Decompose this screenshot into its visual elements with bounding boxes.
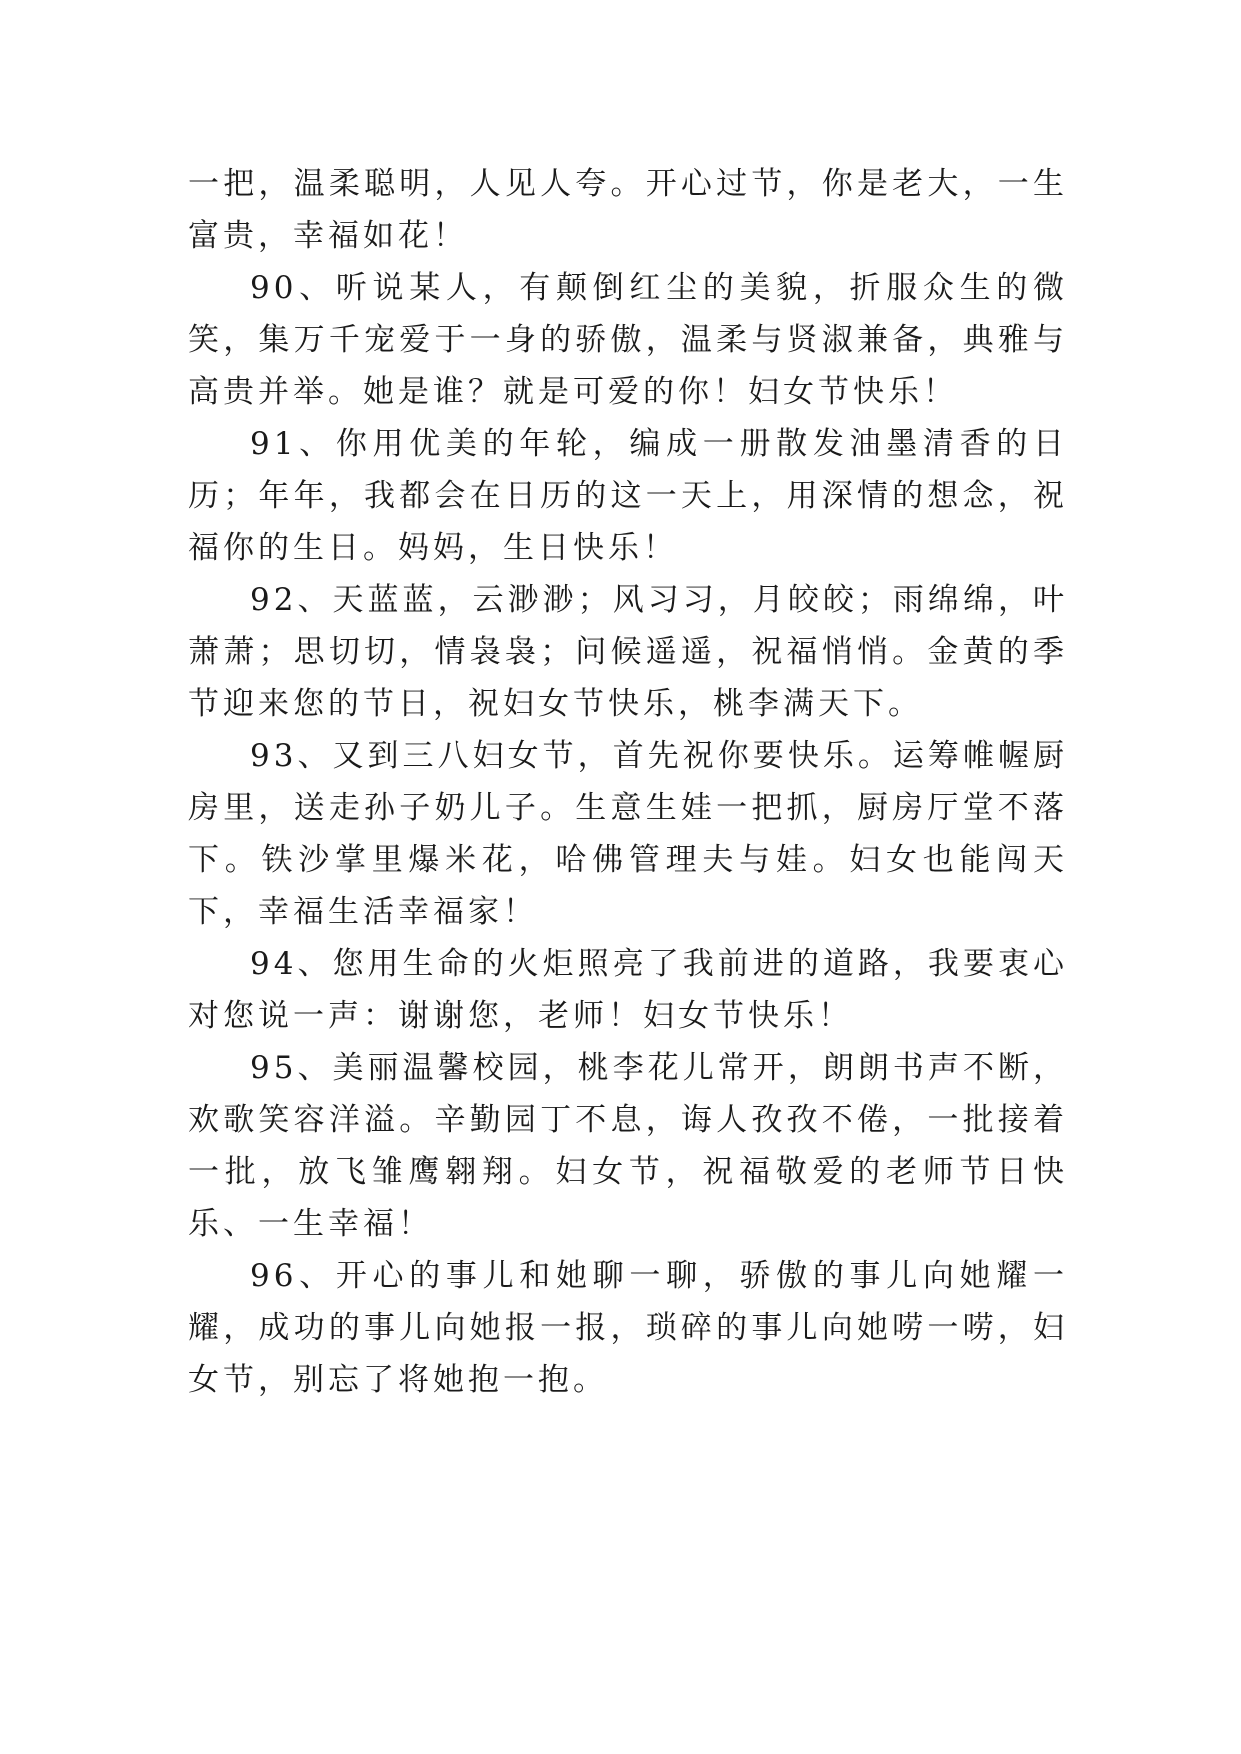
paragraph-item-90: 90、听说某人，有颠倒红尘的美貌，折服众生的微笑，集万千宠爱于一身的骄傲，温柔与贤淑兼备，典雅与高贵并举。她是谁？就是可爱的你！妇女节快乐！: [188, 270, 1068, 410]
document-body: [188, 158, 1068, 1406]
paragraph-item-96: 96、开心的事儿和她聊一聊，骄傲的事儿向她耀一耀，成功的事儿向她报一报，琐碎的事儿向她唠一唠，妇女节，别忘了将她抱一抱。: [188, 1258, 1068, 1398]
paragraph-item-95: 95、美丽温馨校园，桃李花儿常开，朗朗书声不断，欢歌笑容洋溢。辛勤园丁不息，诲人孜孜不倦，一批接着一批，放飞雏鹰翱翔。妇女节，祝福敬爱的老师节日快乐、一生幸福！: [188, 1050, 1068, 1242]
paragraph-item-91: 91、你用优美的年轮，编成一册散发油墨清香的日历；年年，我都会在日历的这一天上，用深情的想念，祝福你的生日。妈妈，生日快乐！: [188, 426, 1068, 566]
paragraph-item-94: 94、您用生命的火炬照亮了我前进的道路，我要衷心对您说一声：谢谢您，老师！妇女节快乐！: [188, 946, 1068, 1034]
paragraph-item-92: 92、天蓝蓝，云渺渺；风习习，月皎皎；雨绵绵，叶萧萧；思切切，情袅袅；问候遥遥，祝福悄悄。金黄的季节迎来您的节日，祝妇女节快乐，桃李满天下。: [188, 582, 1068, 722]
paragraph-item-93: 93、又到三八妇女节，首先祝你要快乐。运筹帷幄厨房里，送走孙子奶儿子。生意生娃一把抓，厨房厅堂不落下。铁沙掌里爆米花，哈佛管理夫与娃。妇女也能闯天下，幸福生活幸福家！: [188, 738, 1068, 930]
paragraph-continuation: 一把，温柔聪明，人见人夸。开心过节，你是老大，一生富贵，幸福如花！: [188, 166, 1068, 254]
